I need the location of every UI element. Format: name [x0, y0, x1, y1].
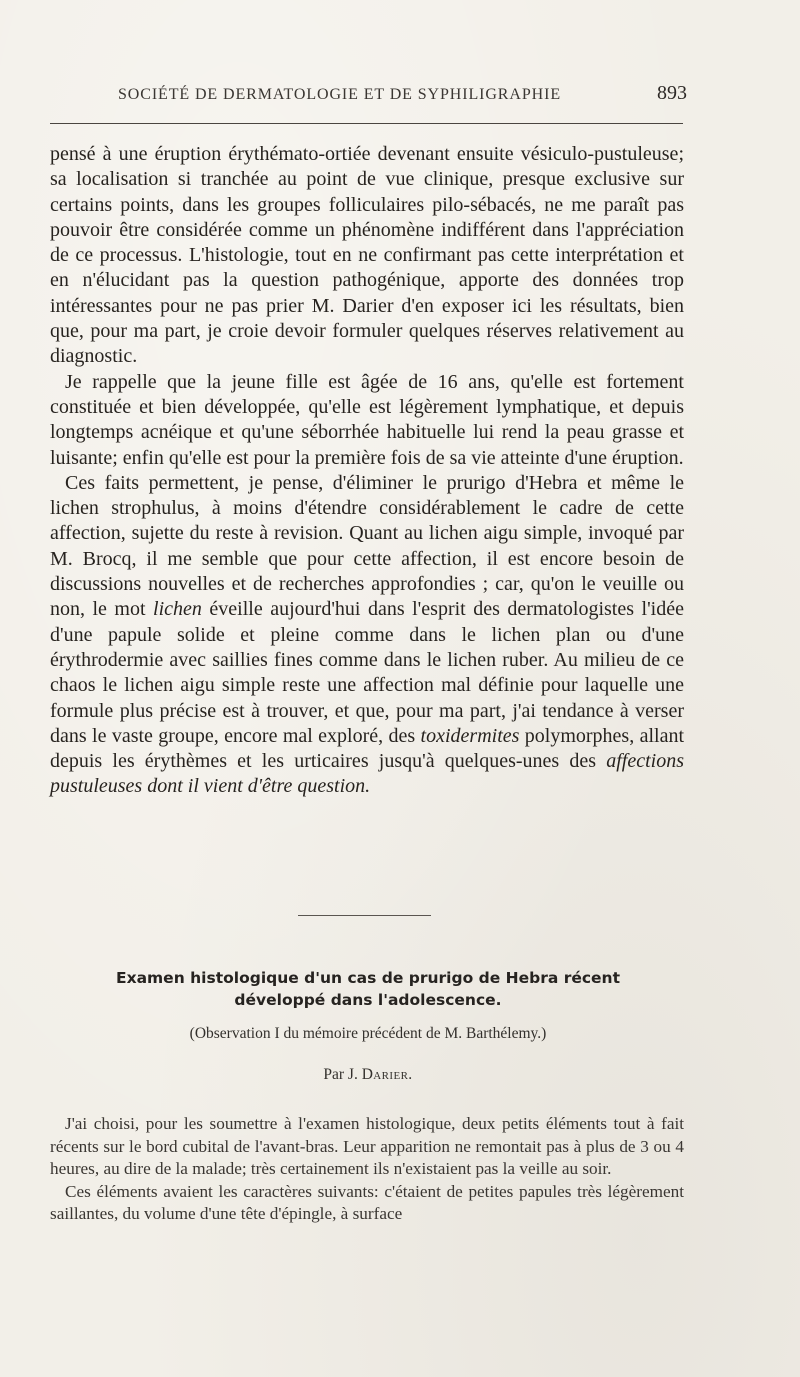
paragraph-3-part-c: polymorphes, allant depuis les érythèmes et les urticaires jusqu'à quelques-unes des — [50, 724, 685, 773]
article-paragraph-2: Ces éléments avaient les caractères suivants: c'étaient de petites papules très légèrement saillantes, du volume d'une tête d'épingle, à surface — [50, 1181, 684, 1224]
section-divider — [298, 915, 431, 916]
italic-affections: affections pustuleuses dont il vient d'être question. — [50, 750, 684, 798]
running-head: SOCIÉTÉ DE DERMATOLOGIE ET DE SYPHILIGRAPHIE — [118, 86, 561, 103]
article-paragraph-1: J'ai choisi, pour les soumettre à l'examen histologique, deux petits éléments tout à fait récents sur le bord cubital de l'avant-bras. Leur apparition ne remontait pas à plus de 3 ou 4 heures, au dire de la malade; très certainement ils n'existaient pas la veille au soir. — [50, 1114, 684, 1179]
italic-toxidermites: toxidermites — [420, 724, 520, 747]
article-subtitle: (Observation I du mémoire précédent de M. Barthélemy.) — [189, 1025, 547, 1042]
paragraph-3-part-b: éveille aujourd'hui dans l'esprit des dermatologistes l'idée d'une papule solide et pleine comme dans le lichen plan ou d'une érythrodermie avec saillies fines comme dans le lichen ruber. Au milieu de ce chaos le lichen aigu simple reste une affection mal définie pour laquelle une formule plus précise est à trouver, et que, pour ma part, j'ai tendance à verser dans le vaste groupe, encore mal exploré, des — [50, 598, 684, 747]
paragraph-3 — [50, 471, 684, 800]
italic-lichen: lichen — [153, 598, 202, 621]
byline — [100, 1066, 636, 1084]
main-text — [50, 142, 684, 800]
header-rule — [50, 123, 683, 124]
byline-author: Darier. — [361, 1066, 413, 1083]
page-number: 893 — [657, 82, 687, 104]
paragraph-1: pensé à une éruption érythémato-ortiée devenant ensuite vésiculo-pustuleuse; sa localisation si tranchée au point de vue clinique, presque exclusive sur certains points, dans les groupes folliculaires pilo-sébacés, ne me paraît pas pouvoir être considérée comme un phénomène indifférent dans l'appréciation de ce processus. L'histologie, tout en ne confirmant pas cette interprétation et en n'élucidant pas la question pathogénique, apporte des données trop intéressantes pour ne pas prier M. Darier d'en exposer ici les résultats, bien que, pour ma part, je croie devoir formuler quelques réserves relativement au diagnostic. — [50, 143, 684, 368]
byline-prefix: Par J. — [323, 1066, 362, 1083]
paragraph-2: Je rappelle que la jeune fille est âgée de 16 ans, qu'elle est fortement constituée et bien développée, qu'elle est légèrement lymphatique, et depuis longtemps acnéique et qu'une séborrhée habituelle lui rend la peau grasse et luisante; enfin qu'elle est pour la première fois de sa vie atteinte d'une éruption. — [50, 370, 684, 469]
article-text — [50, 1113, 684, 1226]
paragraph-3-part-a: Ces faits permettent, je pense, d'éliminer le prurigo d'Hebra et même le lichen strophulus, à moins d'étendre considérablement le cadre de cette affection, sujette du reste à revision. Quant au lichen aigu simple, invoqué par M. Brocq, il me semble que pour cette affection, il est encore besoin de discussions nouvelles et de recherches approfondies ; car, qu'on le veuille ou non, le mot — [50, 471, 684, 621]
article-title: Examen histologique d'un cas de prurigo de Hebra récent développé dans l'adolescence. — [115, 969, 620, 1009]
